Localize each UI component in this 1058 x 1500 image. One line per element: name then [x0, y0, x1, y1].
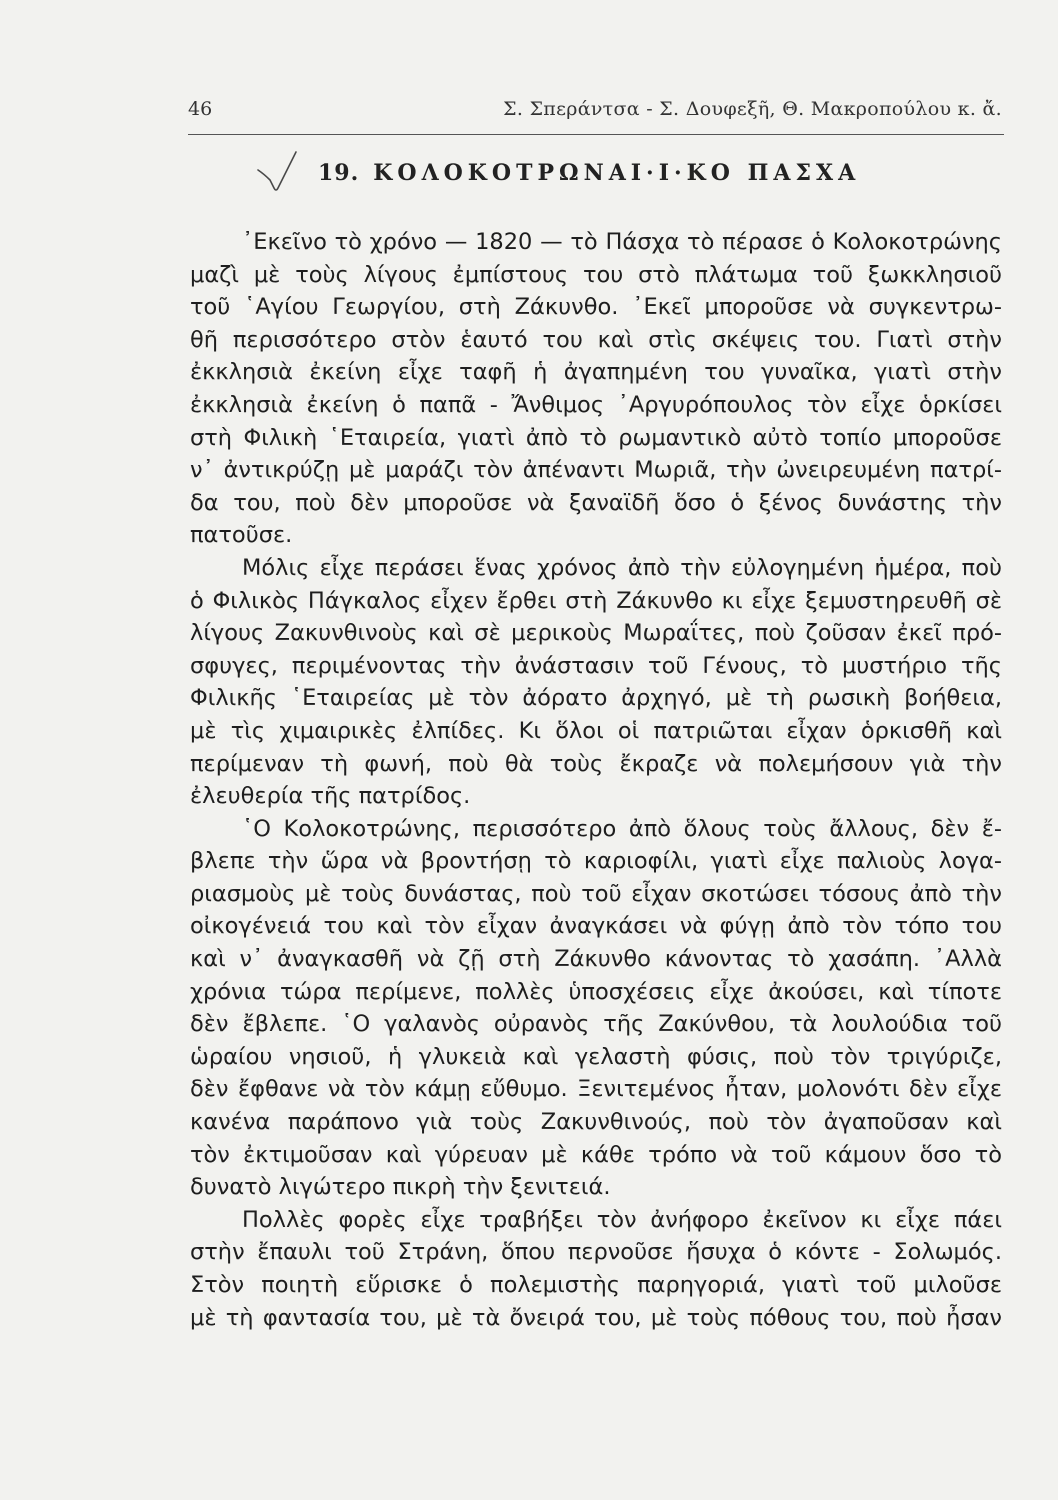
text-line: βλεπε τὴν ὥρα νὰ βροντήσῃ τὸ καριοφίλι, γιατὶ εἶχε παλιοὺς λογα- — [190, 848, 1002, 875]
text-line: ῾Ο Κολοκοτρώνης, περισσότερο ἀπὸ ὅλους τοὺς ἄλλους, δὲν ἔ- — [242, 815, 1002, 842]
text-line: ν᾿ ἀντικρύζῃ μὲ μαράζι τὸν ἀπέναντι Μωριᾶ, τὴν ὠνειρευμένη πατρί- — [190, 457, 1002, 484]
running-header-authors: Σ. Σπεράντσα - Σ. Δουφεξῆ, Θ. Μακροπούλου κ. ἄ. — [503, 98, 1002, 120]
text-line: ὡραίου νησιοῦ, ἡ γλυκειὰ καὶ γελαστὴ φύσις, ποὺ τὸν τριγύριζε, — [190, 1043, 1002, 1070]
text-line: Πολλὲς φορὲς εἶχε τραβήξει τὸν ἀνήφορο ἐκεῖνον κι εἶχε πάει — [242, 1206, 1002, 1233]
text-line: Στὸν ποιητὴ εὕρισκε ὁ πολεμιστὴς παρηγοριά, γιατὶ τοῦ μιλοῦσε — [190, 1272, 1002, 1298]
text-line: κανένα παράπονο γιὰ τοὺς Ζακυνθινούς, ποὺ τὸν ἀγαποῦσαν καὶ — [190, 1109, 1002, 1136]
handwritten-check-mark-icon — [256, 148, 312, 196]
chapter-body — [190, 226, 1002, 1334]
text-line: ὁ Φιλικὸς Πάγκαλος εἶχεν ἔρθει στὴ Ζάκυνθο κι εἶχε ξεμυστηρευθῆ σὲ — [190, 587, 1002, 614]
text-line: θῆ περισσότερο στὸν ἑαυτό του καὶ στὶς σκέψεις του. Γιατὶ στὴν — [190, 326, 1002, 353]
text-line: δυνατὸ λιγώτερο πικρὴ τὴν ξενιτειά. — [190, 1174, 611, 1201]
text-line: ἐκκλησιὰ ἐκείνη ὁ παπᾶ - Ἄνθιμος ᾿Αργυρόπουλος τὸν εἶχε ὁρκίσει — [190, 391, 1002, 418]
text-line: μὲ τὶς χιμαιρικὲς ἐλπίδες. Κι ὅλοι οἱ πατριῶται εἶχαν ὁρκισθῆ καὶ — [190, 717, 1002, 744]
running-header — [188, 98, 1004, 135]
text-line: λίγους Ζακυνθινοὺς καὶ σὲ μερικοὺς Μωραΐτες, ποὺ ζοῦσαν ἐκεῖ πρό- — [190, 620, 1002, 647]
text-line: μαζὶ μὲ τοὺς λίγους ἐμπίστους του στὸ πλάτωμα τοῦ ξωκκλησιοῦ — [190, 261, 1002, 288]
text-line: ᾿Εκεῖνο τὸ χρόνο — 1820 — τὸ Πάσχα τὸ πέρασε ὁ Κολοκοτρώνης — [242, 229, 1002, 255]
text-line: περίμεναν τὴ φωνή, ποὺ θὰ τοὺς ἔκραζε νὰ πολεμήσουν γιὰ τὴν — [190, 750, 1002, 777]
text-line: μὲ τὴ φαντασία του, μὲ τὰ ὄνειρά του, μὲ τοὺς πόθους του, ποὺ ἦσαν — [190, 1304, 1002, 1331]
text-line: τοῦ ῾Αγίου Γεωργίου, στὴ Ζάκυνθο. ᾿Εκεῖ μποροῦσε νὰ συγκεντρω- — [190, 294, 1002, 321]
paragraph — [190, 552, 1002, 813]
chapter-title: ΚΟΛΟΚΟΤΡΩΝΑΙ·Ι·ΚΟ ΠΑΣΧΑ — [373, 160, 861, 186]
text-line: δα του, ποὺ δὲν μποροῦσε νὰ ξαναϊδῆ ὅσο ὁ ξένος δυνάστης τὴν — [190, 489, 1002, 516]
text-line: στὴν ἔπαυλι τοῦ Στράνη, ὅπου περνοῦσε ἥσυχα ὁ κόντε - Σολωμός. — [190, 1239, 1002, 1266]
text-line: δὲν ἔβλεπε. ῾Ο γαλανὸς οὐρανὸς τῆς Ζακύνθου, τὰ λουλούδια τοῦ — [190, 1011, 1002, 1038]
text-line: οἰκογένειά του καὶ τὸν εἶχαν ἀναγκάσει νὰ φύγῃ ἀπὸ τὸν τόπο του — [190, 913, 1002, 940]
paragraph — [190, 226, 1002, 552]
text-line: ριασμοὺς μὲ τοὺς δυνάστας, ποὺ τοῦ εἶχαν σκοτώσει τόσους ἀπὸ τὴν — [190, 880, 1002, 907]
text-line: σφυγες, περιμένοντας τὴν ἀνάστασιν τοῦ Γένους, τὸ μυστήριο τῆς — [190, 652, 1002, 679]
paragraph — [190, 1204, 1002, 1334]
text-line: δὲν ἔφθανε νὰ τὸν κάμῃ εὔθυμο. Ξενιτεμένος ἦταν, μολονότι δὲν εἶχε — [190, 1076, 1002, 1103]
text-line: πατοῦσε. — [190, 522, 293, 549]
text-line: ἐλευθερία τῆς πατρίδος. — [190, 783, 471, 810]
text-line: Φιλικῆς ῾Εταιρείας μὲ τὸν ἀόρατο ἀρχηγό, μὲ τὴ ρωσικὴ βοήθεια, — [190, 685, 1002, 712]
chapter-heading — [318, 160, 860, 186]
text-line: Μόλις εἶχε περάσει ἕνας χρόνος ἀπὸ τὴν εὐλογημένη ἡμέρα, ποὺ — [242, 554, 1002, 581]
text-line: ἐκκλησιὰ ἐκείνη εἶχε ταφῆ ἡ ἀγαπημένη του γυναῖκα, γιατὶ στὴν — [190, 359, 1002, 386]
page-number: 46 — [188, 98, 213, 120]
paragraph — [190, 813, 1002, 1204]
chapter-number: 19. — [318, 160, 360, 186]
text-line: στὴ Φιλικὴ ῾Εταιρεία, γιατὶ ἀπὸ τὸ ρωμαντικὸ αὐτὸ τοπίο μποροῦσε — [190, 424, 1002, 451]
text-line: χρόνια τώρα περίμενε, πολλὲς ὑποσχέσεις εἶχε ἀκούσει, καὶ τίποτε — [190, 978, 1002, 1005]
text-line: τὸν ἐκτιμοῦσαν καὶ γύρευαν μὲ κάθε τρόπο νὰ τοῦ κάμουν ὅσο τὸ — [190, 1141, 1002, 1168]
text-line: καὶ ν᾿ ἀναγκασθῆ νὰ ζῇ στὴ Ζάκυνθο κάνοντας τὸ χασάπη. ᾿Αλλὰ — [190, 946, 1002, 973]
